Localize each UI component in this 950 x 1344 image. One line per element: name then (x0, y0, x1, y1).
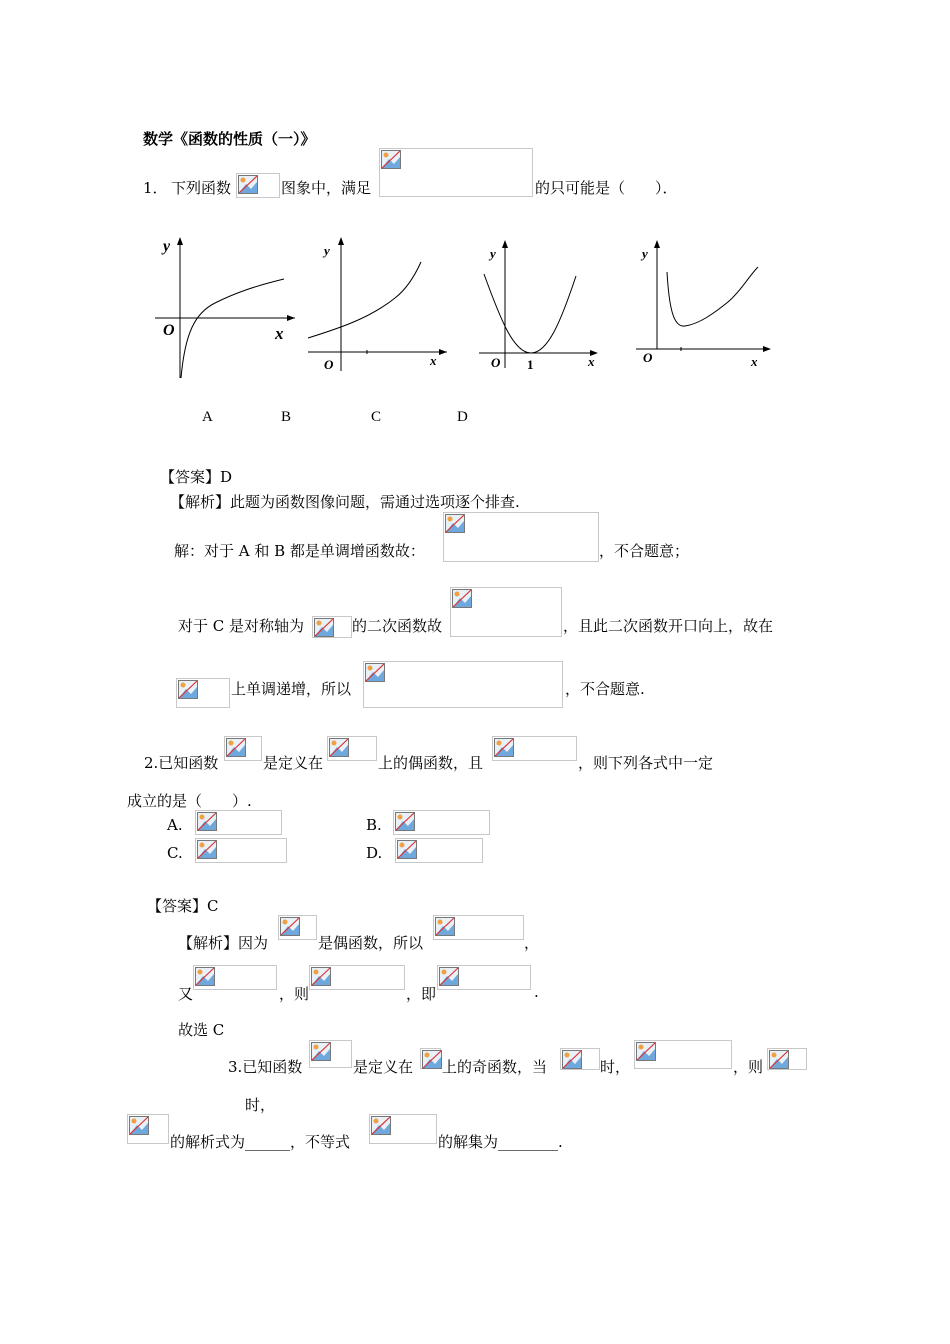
q1-solution-3a: 上单调递增，所以 (231, 680, 352, 698)
image-placeholder-icon (311, 1042, 331, 1061)
formula-image (393, 810, 490, 835)
image-placeholder-icon (178, 680, 198, 699)
axis-label-y: y (324, 243, 330, 258)
q1-text-3: 的只可能是（ ）． (535, 179, 678, 197)
axis-label-y: y (490, 246, 496, 261)
image-placeholder-icon (562, 1050, 582, 1069)
formula-image (395, 838, 483, 863)
image-placeholder-icon (395, 812, 415, 831)
formula-image (450, 587, 562, 637)
q2-analysis-1: 【解析】因为 (178, 934, 269, 952)
q2-analysis-6: ，即 (406, 985, 437, 1003)
q1-solution-2a: 对于 C 是对称轴为 (178, 617, 305, 635)
formula-image (437, 965, 531, 990)
axis-label-origin: O (643, 350, 653, 365)
option-label-c: C (371, 409, 382, 425)
formula-image (443, 512, 599, 562)
q3-text-1: 3.已知函数 (228, 1058, 303, 1076)
image-placeholder-icon (769, 1050, 789, 1069)
q1-solution-2c: ，且此二次函数开口向上，故在 (563, 617, 774, 635)
formula-image (127, 1114, 169, 1144)
q2-choose: 故选 C (178, 1021, 225, 1039)
formula-image (767, 1048, 807, 1070)
image-placeholder-icon (329, 738, 349, 757)
graph-b (300, 233, 450, 375)
image-placeholder-icon (197, 812, 217, 831)
axis-label-origin: O (491, 355, 501, 370)
axis-label-x: x (588, 354, 595, 369)
q1-solution-3b: ，不合题意. (565, 680, 645, 698)
q3-text-7: 的解析式为______，不等式 (170, 1133, 351, 1151)
axis-tick-label: 1 (527, 357, 534, 372)
axis-label-x: x (751, 354, 758, 369)
q2-analysis-7: . (534, 983, 539, 1001)
formula-image (309, 965, 405, 990)
image-placeholder-icon (314, 618, 334, 637)
formula-image (176, 678, 230, 708)
formula-image (327, 736, 377, 761)
q1-text-1: 下列函数 (171, 179, 232, 197)
option-label-a: A (202, 409, 213, 425)
graph-c (476, 236, 601, 376)
q2-analysis-2: 是偶函数，所以 (318, 934, 424, 952)
image-placeholder-icon (435, 917, 455, 936)
axis-label-x: x (275, 324, 284, 343)
formula-image (379, 148, 533, 197)
image-placeholder-icon (129, 1116, 149, 1135)
q1-text-2: 图象中，满足 (281, 179, 372, 197)
image-placeholder-icon (445, 514, 465, 533)
q2-option-a: A. (167, 816, 183, 834)
axis-label-origin: O (163, 322, 175, 339)
q3-text-8: 的解集为________. (438, 1133, 563, 1151)
formula-image (369, 1114, 437, 1144)
q3-text-5: ，则 (733, 1058, 764, 1076)
formula-image (420, 1048, 441, 1069)
q3-text-2: 是定义在 (353, 1058, 414, 1076)
axis-label-y: y (642, 246, 648, 261)
image-placeholder-icon (311, 967, 331, 986)
image-placeholder-icon (381, 150, 401, 169)
image-placeholder-icon (280, 917, 300, 936)
formula-image (433, 915, 524, 940)
image-placeholder-icon (636, 1042, 656, 1061)
formula-image (309, 1040, 352, 1068)
q2-option-c: C. (167, 844, 183, 862)
formula-image (312, 616, 352, 638)
q2-option-d: D. (366, 844, 383, 862)
option-label-d: D (457, 409, 468, 425)
formula-image (224, 736, 262, 761)
q1-solution-1b: ，不合题意； (599, 542, 690, 560)
image-placeholder-icon (452, 589, 472, 608)
graph-a (150, 233, 298, 383)
q2-analysis-4: 又 (178, 985, 194, 1003)
image-placeholder-icon (197, 840, 217, 859)
q2-analysis-3: ， (524, 934, 540, 952)
page-title: 数学《函数的性质（一）》 (143, 130, 316, 148)
option-label-b: B (281, 409, 292, 425)
q1-solution-2b: 的二次函数故 (352, 617, 443, 635)
image-placeholder-icon (195, 967, 215, 986)
image-placeholder-icon (365, 663, 385, 682)
q2-text-3: 上的偶函数，且 (378, 754, 484, 772)
q3-text-3: 上的奇函数，当 (442, 1058, 548, 1076)
q2-text-5: 成立的是（ ）. (127, 792, 252, 810)
image-placeholder-icon (422, 1050, 442, 1069)
axis-label-origin: O (324, 357, 334, 372)
formula-image (195, 838, 287, 863)
formula-image (492, 736, 577, 761)
q1-solution-1a: 解：对于 A 和 B 都是单调增函数故： (174, 542, 425, 560)
axis-label-x: x (430, 353, 437, 368)
q1-analysis: 【解析】此题为函数图像问题，需通过选项逐个排查. (170, 493, 520, 511)
formula-image (195, 810, 282, 835)
formula-image (634, 1040, 732, 1069)
image-placeholder-icon (226, 738, 246, 757)
q2-answer: 【答案】C (147, 897, 219, 915)
formula-image (193, 965, 277, 990)
graph-d (633, 236, 773, 374)
q3-text-6: 时， (245, 1096, 276, 1114)
q1-number: 1． (143, 179, 168, 197)
formula-image (560, 1048, 600, 1070)
image-placeholder-icon (238, 175, 258, 194)
q2-text-2: 是定义在 (263, 754, 324, 772)
image-placeholder-icon (397, 840, 417, 859)
formula-image (278, 915, 317, 940)
q2-text-4: ，则下列各式中一定 (578, 754, 714, 772)
q2-text-1: 2.已知函数 (144, 754, 219, 772)
image-placeholder-icon (439, 967, 459, 986)
axis-label-y: y (163, 238, 171, 255)
formula-image (236, 173, 280, 198)
formula-image (363, 661, 563, 708)
q2-option-b: B. (366, 816, 382, 834)
q2-analysis-5: ，则 (279, 985, 310, 1003)
q3-text-4: 时， (600, 1058, 631, 1076)
image-placeholder-icon (371, 1116, 391, 1135)
q1-answer: 【答案】D (160, 468, 233, 486)
image-placeholder-icon (494, 738, 514, 757)
